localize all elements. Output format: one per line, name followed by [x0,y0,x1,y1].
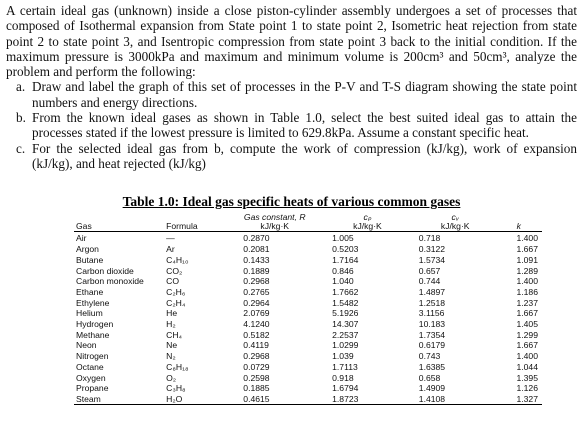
cell-k: 1.044 [516,361,538,372]
cell-gas-name: Steam [76,393,101,404]
table-body [74,232,542,404]
cell-gas-constant: 0.2870 [243,233,270,244]
cell-gas-name: Ethylene [76,297,110,308]
gas-properties-table [74,211,542,405]
task-item-c [6,141,577,172]
cell-k: 1.237 [516,297,538,308]
cell-cp: 0.5203 [332,244,359,255]
table-row [74,307,542,318]
cell-cp: 1.0299 [332,340,359,351]
cell-gas-constant: 0.5182 [243,329,270,340]
header-cp-unit: kJ/kg·K [353,220,382,231]
cell-cv: 1.4909 [418,383,446,394]
cell-cp: 5.1926 [332,308,359,319]
cell-gas-name: Butane [76,254,104,265]
cell-cv: 0.6179 [418,340,446,351]
cell-cp: 2.2537 [332,329,359,340]
cell-formula: CH₄ [166,329,183,340]
cell-formula: C₂H₄ [166,297,186,308]
header-gas-constant-unit: kJ/kg·K [260,220,290,231]
cell-cv: 10.183 [418,319,446,330]
task-marker: a. [16,79,26,95]
cell-cv: 1.2518 [418,297,446,308]
header-gas: Gas [74,211,164,232]
cell-gas-constant: 4.1240 [243,319,270,330]
cell-k: 1.667 [516,244,538,255]
table-row [74,286,542,297]
table-row [74,297,542,308]
cell-formula: N₂ [166,351,176,362]
cell-formula: H₂O [166,393,183,404]
cell-gas-constant: 0.0729 [243,361,270,372]
task-marker: c. [16,140,26,156]
cell-k: 1.667 [516,308,538,319]
cell-gas-constant: 0.4615 [243,393,270,404]
cell-gas-name: Neon [76,340,97,351]
cell-k: 1.289 [516,265,538,276]
table-row [74,318,542,329]
cell-k: 1.091 [516,254,538,265]
cell-gas-constant: 0.2081 [243,244,270,255]
cell-k: 1.186 [516,286,538,297]
cell-cp: 0.918 [332,372,354,383]
cell-formula: Ar [166,244,175,255]
table-row [74,243,542,254]
cell-gas-name: Methane [76,329,110,340]
cell-gas-constant: 0.2968 [243,351,270,362]
cell-k: 1.400 [516,351,538,362]
cell-gas-constant: 0.1433 [243,254,270,265]
header-k: k [498,211,542,232]
task-list [6,79,577,171]
cell-gas-constant: 2.0769 [243,308,270,319]
table-row [74,372,542,383]
cell-gas-name: Ethane [76,286,104,297]
cell-cp: 1.7113 [332,361,358,372]
cell-k: 1.395 [516,372,538,383]
cell-gas-constant: 0.1889 [243,265,270,276]
cell-cv: 0.718 [418,233,441,244]
cell-gas-constant: 0.2964 [243,297,270,308]
cell-gas-name: Oxygen [76,372,106,383]
cell-cp: 1.6794 [332,383,359,394]
cell-formula: CO₂ [166,265,183,276]
task-item-a [6,79,577,110]
table-caption [0,194,583,210]
table-row [74,339,542,350]
problem-intro: A certain ideal gas (unknown) inside a close piston-cylinder assembly undergoes a set of processes that composed of Isothermal expansion from State point 1 to state point 2, Isometric heat rejection from state point 2 to state point 3, and Isentropic compression from state point 3 back to the initial condition. If the maximum pressure is 3000kPa and maximum and minimum volume is 200cm³ and 50cm³, analyze the problem and perform the following: [6,3,577,80]
table-row [74,350,542,361]
table-caption-text: Table 1.0: Ideal gas specific heats of various common gases [122,194,461,209]
cell-formula: Ne [166,340,178,351]
header-gas-constant [227,211,322,232]
task-text: For the selected ideal gas from b, compute the work of compression (kJ/kg), work of expansion (kJ/kg), and heat rejected (kJ/kg) [32,140,577,171]
cell-cp: 1.7164 [332,254,359,265]
header-formula: Formula [164,211,227,232]
task-marker: b. [16,110,26,126]
cell-cp: 1.039 [332,351,354,362]
cell-cv: 0.3122 [418,244,446,255]
cell-formula: C₃H₈ [166,383,186,394]
table-row [74,329,542,340]
cell-formula: — [166,233,175,244]
cell-cp: 1.040 [332,276,354,287]
header-cv-unit: kJ/kg·K [440,220,470,231]
cell-cv: 0.743 [418,351,441,362]
cell-formula: O₂ [166,372,177,383]
problem-statement [6,3,577,171]
header-cv-symbol: cᵥ [451,212,459,222]
table-row [74,265,542,276]
table-row [74,393,542,404]
cell-cv: 1.4108 [418,393,446,404]
table-row [74,382,542,393]
cell-k: 1.400 [516,276,538,287]
cell-cp: 1.5482 [332,297,359,308]
cell-gas-constant: 0.1885 [243,383,270,394]
cell-cv: 0.658 [418,372,441,383]
task-item-b [6,110,577,141]
cell-gas-constant: 0.4119 [243,340,269,351]
cell-formula: CO [166,276,180,287]
cell-formula: H₂ [166,319,176,330]
cell-gas-name: Octane [76,361,104,372]
cell-formula: C₈H₁₈ [166,361,189,372]
cell-gas-name: Argon [76,244,99,255]
cell-gas-name: Hydrogen [76,319,114,330]
cell-cp: 0.846 [332,265,354,276]
cell-cv: 3.1156 [418,308,445,319]
table-row [74,361,542,372]
cell-formula: C₄H₁₀ [166,254,189,265]
cell-cv: 1.7354 [418,329,446,340]
table-row [74,254,542,265]
cell-k: 1.405 [516,319,538,330]
cell-formula: C₂H₆ [166,286,186,297]
cell-cv: 0.657 [418,265,441,276]
cell-k: 1.400 [516,233,538,244]
cell-cp: 1.7662 [332,286,359,297]
cell-gas-constant: 0.2968 [243,276,270,287]
table-row [74,275,542,286]
cell-cv: 1.6385 [418,361,446,372]
cell-formula: He [166,308,178,319]
cell-cp: 14.307 [332,319,359,330]
cell-cv: 0.744 [418,276,441,287]
cell-k: 1.667 [516,340,538,351]
cell-gas-name: Carbon dioxide [76,265,134,276]
cell-gas-name: Helium [76,308,103,319]
cell-gas-constant: 0.2765 [243,286,270,297]
cell-cp: 1.005 [332,233,354,244]
header-cp [322,211,413,232]
header-cp-symbol: cₚ [363,212,372,222]
cell-gas-name: Propane [76,383,109,394]
task-text: From the known ideal gases as shown in Table 1.0, select the best suited ideal gas to attain the processes stated if the lowest pressure is limited to 629.8kPa. Assume a constant specific heat. [32,110,577,141]
cell-gas-name: Carbon monoxide [76,276,144,287]
header-cv [413,211,498,232]
cell-k: 1.126 [516,383,538,394]
table-row [74,232,542,243]
cell-gas-name: Nitrogen [76,351,109,362]
cell-k: 1.327 [516,393,538,404]
table-header-row [74,211,542,232]
cell-gas-constant: 0.2598 [243,372,270,383]
cell-cp: 1.8723 [332,393,359,404]
cell-cv: 1.5734 [418,254,446,265]
cell-k: 1.299 [516,329,538,340]
header-gas-constant-title: Gas constant, R [243,212,306,222]
task-text: Draw and label the graph of this set of processes in the P-V and T-S diagram showing the state point numbers and energy directions. [32,79,577,110]
cell-cv: 1.4897 [418,286,446,297]
cell-gas-name: Air [76,233,87,244]
